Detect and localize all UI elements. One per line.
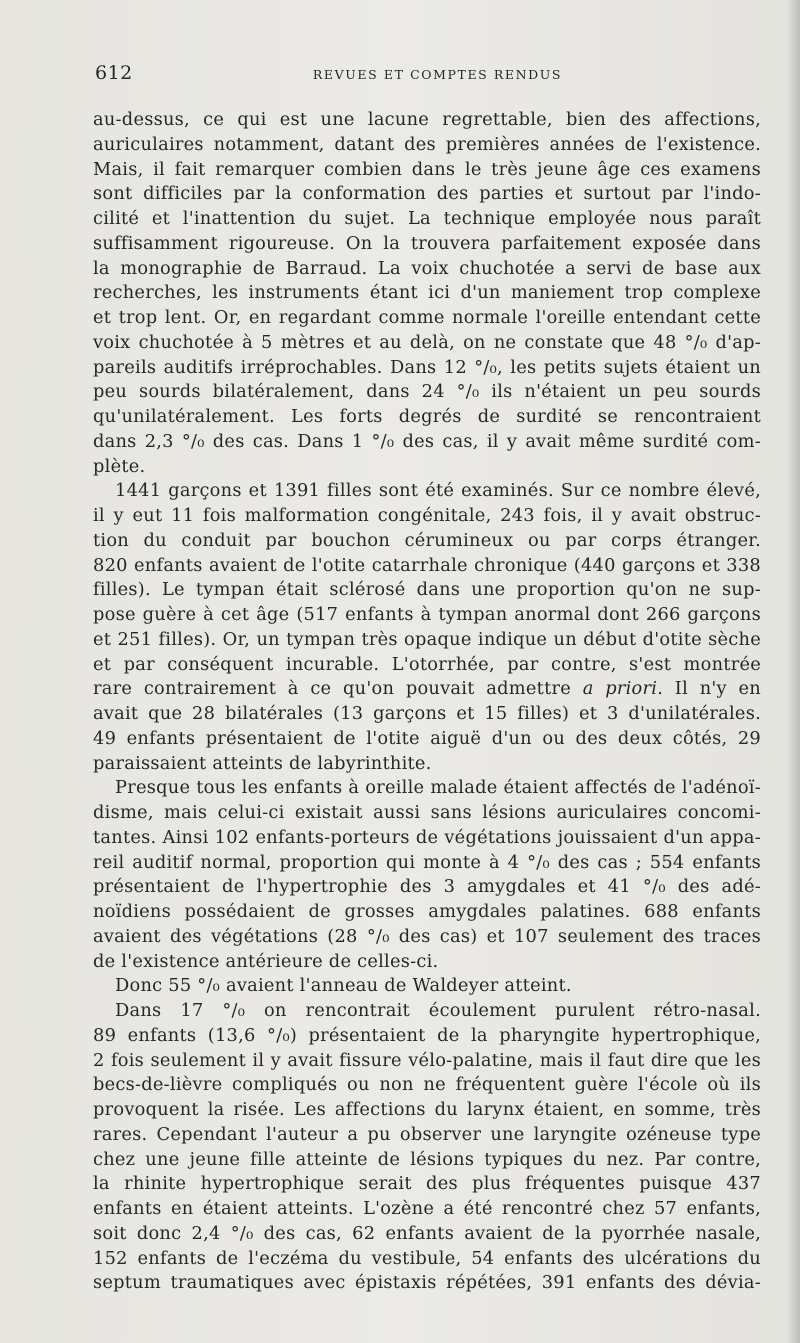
text-line: disme, mais celui-ci existait aussi sans lésions auriculaires concomi- <box>93 802 761 823</box>
text-line: enfants en étaient atteints. L'ozène a été rencontré chez 57 enfants, <box>93 1198 761 1219</box>
text-line: paraissaient atteints de labyrinthite. <box>93 752 432 774</box>
text-line: présentaient de l'hypertrophie des 3 amygdales et 41 °/₀ des adé- <box>93 876 761 898</box>
text-line: septum traumatiques avec épistaxis répétées, 391 enfants des dévia- <box>93 1272 761 1294</box>
text-line: 152 enfants de l'eczéma du vestibule, 54 enfants des ulcérations du <box>93 1247 761 1269</box>
text-line: et 251 filles). Or, un tympan très opaque indique un début d'otite sèche <box>93 628 761 650</box>
text-line: et par conséquent incurable. L'otorrhée, par contre, s'est montrée <box>93 653 761 675</box>
text-line: pareils auditifs irréprochables. Dans 12 °/₀, les petits sujets étaient un <box>93 356 761 378</box>
text-line: Donc 55 °/₀ avaient l'anneau de Waldeyer atteint. <box>115 975 572 997</box>
text-line: Dans 17 °/₀ on rencontrait écoulement purulent rétro-nasal. <box>115 1000 761 1021</box>
text-line: et trop lent. Or, en regardant comme normale l'oreille entendant cette <box>93 307 761 328</box>
text-line: voix chuchotée à 5 mètres et au delà, on ne constate que 48 °/₀ d'ap- <box>93 331 761 353</box>
text-line: Presque tous les enfants à oreille malade étaient affectés de l'adénoï- <box>115 777 761 799</box>
text-line: avait que 28 bilatérales (13 garçons et 15 filles) et 3 d'unilatérales. <box>93 703 761 724</box>
text-line: rare contrairement à ce qu'on pouvait admettre a priori. Il n'y en <box>93 678 761 700</box>
text-line: cilité et l'inattention du sujet. La technique employée nous paraît <box>93 208 761 229</box>
text-line: 89 enfants (13,6 °/₀) présentaient de la pharyngite hypertrophique, <box>93 1024 761 1046</box>
text-line: provoquent la risée. Les affections du larynx étaient, en somme, très <box>93 1099 761 1120</box>
text-line: tion du conduit par bouchon cérumineux ou par corps étranger. <box>93 529 761 551</box>
text-line: au-dessus, ce qui est une lacune regrettable, bien des affections, <box>93 109 761 130</box>
text-line: 820 enfants avaient de l'otite catarrhale chronique (440 garçons et 338 <box>93 554 761 576</box>
text-line: Mais, il fait remarquer combien dans le très jeune âge ces examens <box>93 158 761 180</box>
text-line: de l'existence antérieure de celles-ci. <box>93 950 439 972</box>
text-line: auriculaires notamment, datant des premières années de l'existence. <box>93 133 761 155</box>
text-line: sont difficiles par la conformation des parties et surtout par l'indo- <box>93 183 761 205</box>
text-line: il y eut 11 fois malformation congénitale, 243 fois, il y avait obstruc- <box>93 505 761 526</box>
text-line: plète. <box>93 455 146 477</box>
body-text <box>93 108 761 1296</box>
running-title: REVUES ET COMPTES RENDUS <box>312 67 563 82</box>
text-line: la monographie de Barraud. La voix chuchotée a servi de base aux <box>93 257 761 279</box>
text-line: avaient des végétations (28 °/₀ des cas) et 107 seulement des traces <box>93 925 761 947</box>
page-number: 612 <box>95 62 133 84</box>
text-line: filles). Le tympan était sclérosé dans une proportion qu'on ne sup- <box>93 579 761 601</box>
page-header <box>95 62 760 92</box>
text-line: recherches, les instruments étant ici d'un maniement trop complexe <box>93 282 761 304</box>
page-edge-shadow <box>786 0 800 1343</box>
text-line: suffisamment rigoureuse. On la trouvera parfaitement exposée dans <box>93 232 761 254</box>
text-line: tantes. Ainsi 102 enfants-porteurs de végétations jouissaient d'un appa- <box>93 826 761 848</box>
text-line: 1441 garçons et 1391 filles sont été examinés. Sur ce nombre élevé, <box>115 480 761 502</box>
text-line: qu'unilatéralement. Les forts degrés de surdité se rencontraient <box>93 406 761 427</box>
text-line: chez une jeune fille atteinte de lésions typiques du nez. Par contre, <box>93 1148 761 1170</box>
text-line: pose guère à cet âge (517 enfants à tympan anormal dont 266 garçons <box>93 604 761 625</box>
text-line: 49 enfants présentaient de l'otite aiguë d'un ou des deux côtés, 29 <box>93 727 761 749</box>
text-line: rares. Cependant l'auteur a pu observer une laryngite ozéneuse type <box>93 1123 761 1145</box>
text-line: becs-de-lièvre compliqués ou non ne fréquentent guère l'école où ils <box>93 1074 761 1096</box>
text-line: la rhinite hypertrophique serait des plus fréquentes puisque 437 <box>93 1173 761 1195</box>
text-line: noïdiens possédaient de grosses amygdales palatines. 688 enfants <box>93 901 761 922</box>
text-line: 2 fois seulement il y avait fissure vélo-palatine, mais il faut dire que les <box>93 1049 761 1071</box>
text-line: soit donc 2,4 °/₀ des cas, 62 enfants avaient de la pyorrhée nasale, <box>93 1222 761 1244</box>
text-line: peu sourds bilatéralement, dans 24 °/₀ ils n'étaient un peu sourds <box>93 381 761 403</box>
text-line: dans 2,3 °/₀ des cas. Dans 1 °/₀ des cas, il y avait même surdité com- <box>93 430 761 452</box>
text-line: reil auditif normal, proportion qui monte à 4 °/₀ des cas ; 554 enfants <box>93 851 761 873</box>
